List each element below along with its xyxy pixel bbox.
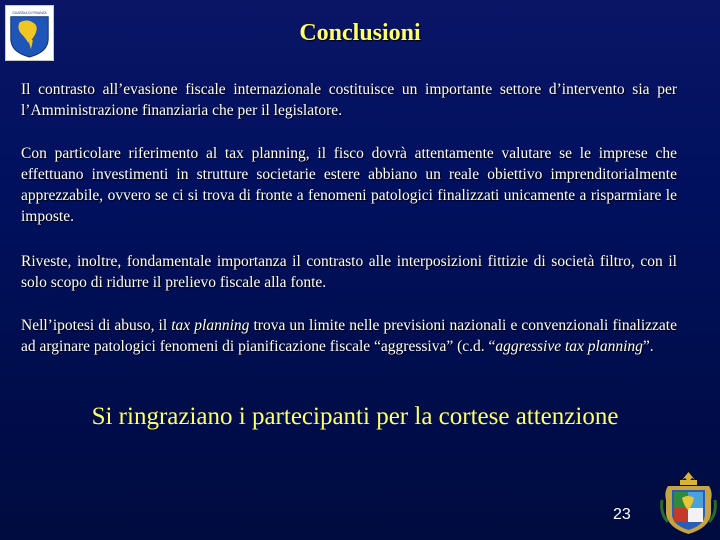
page-number: 23 bbox=[613, 506, 631, 523]
paragraph-4-part-c: trova un limite nelle previsioni nazionali e convenzionali finalizzate ad arginare patologici fenomeni di pianificazione fiscale “aggressiva” (c.d. “ bbox=[21, 317, 677, 355]
thanks-message: Si ringraziano i partecipanti per la cortese attenzione bbox=[91, 403, 619, 430]
paragraph-4-tax-planning: tax planning bbox=[171, 317, 250, 334]
paragraph-4-aggressive-tax-planning: aggressive tax planning bbox=[495, 338, 643, 355]
paragraph-4-part-a: Nell’ipotesi di abuso, il bbox=[21, 317, 172, 334]
crest-graphic bbox=[660, 470, 717, 536]
paragraph-2: Con particolare riferimento al tax planning, il fisco dovrà attentamente valutare se le imprese che effettuano investimenti in strutture societarie estere abbiano un reale obiettivo imprenditorialmente apprezzabile, ovvero se ci si trova di fronte a fenomeni patologici finalizzati unicamente a risparmiare le imposte. bbox=[21, 145, 677, 225]
paragraph-4 bbox=[21, 315, 677, 357]
paragraph-3: Riveste, inoltre, fondamentale importanza il contrasto alle interposizioni fittizie di società filtro, con il solo scopo di ridurre il prelievo fiscale alla fonte. bbox=[21, 253, 677, 291]
paragraph-4-part-e: ”. bbox=[642, 338, 654, 355]
guardia-di-finanza-crest-icon bbox=[660, 470, 717, 536]
slide-title: Conclusioni bbox=[299, 20, 421, 46]
paragraph-1: Il contrasto all’evasione fiscale internazionale costituisce un importante settore d’intervento sia per l’Amministrazione finanziaria che per il legislatore. bbox=[21, 81, 677, 119]
badge-text: GUARDIA DI FINANZA bbox=[12, 10, 47, 15]
